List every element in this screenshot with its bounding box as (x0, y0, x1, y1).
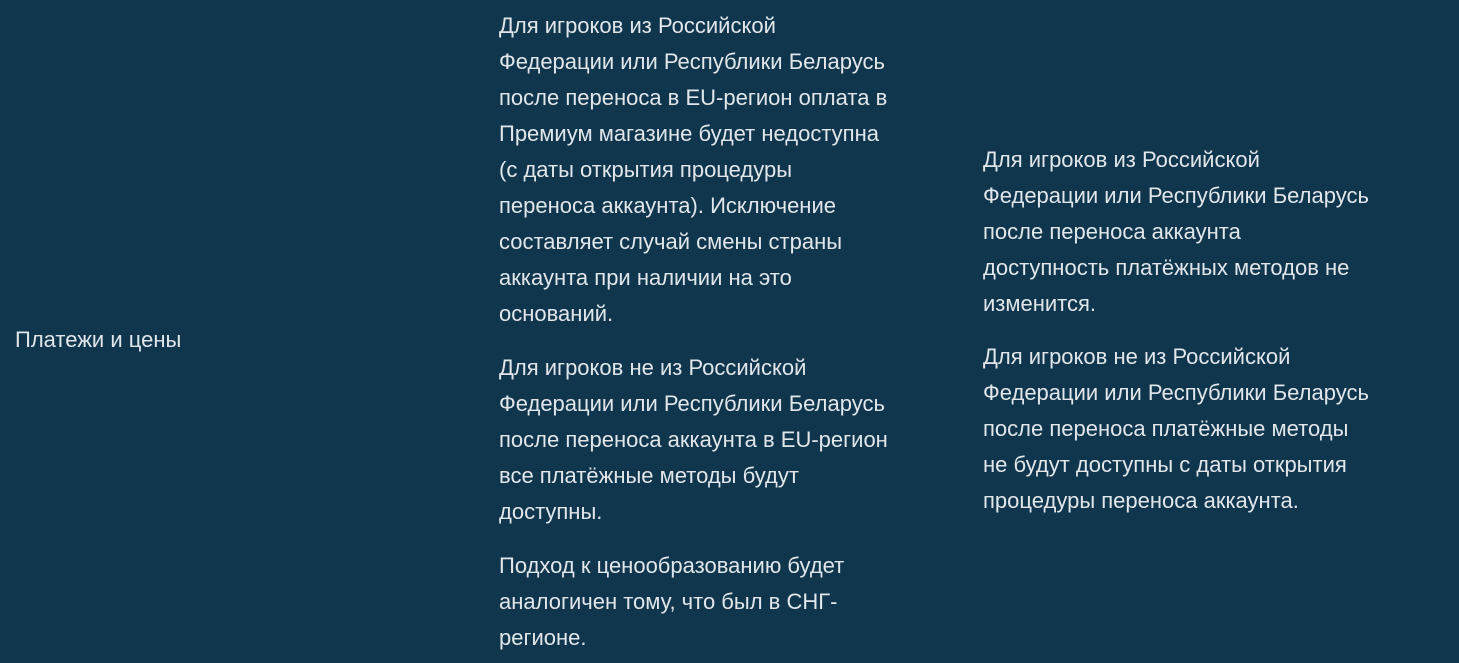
text-line: регионе. (499, 625, 587, 650)
text-line: после переноса платёжные методы (983, 416, 1349, 441)
paragraph-non-ru-by-players (983, 339, 1443, 519)
text-line: оснований. (499, 301, 614, 326)
text-line: Федерации или Республики Беларусь (983, 380, 1369, 405)
column-other-region (983, 142, 1443, 519)
text-line: процедуры переноса аккаунта. (983, 488, 1299, 513)
text-line: Для игроков из Российской (499, 13, 776, 38)
text-line: доступны. (499, 499, 603, 524)
text-line: переноса аккаунта). Исключение (499, 193, 836, 218)
text-line: Для игроков не из Российской (983, 344, 1291, 369)
text-line: аккаунта при наличии на это (499, 265, 792, 290)
text-line: Федерации или Республики Беларусь (499, 49, 885, 74)
text-line: Для игроков из Российской (983, 147, 1260, 172)
text-line: изменится. (983, 291, 1097, 316)
paragraph-ru-by-players (499, 8, 939, 332)
paragraph-pricing (499, 548, 939, 656)
text-line: Федерации или Республики Беларусь (499, 391, 885, 416)
text-line: Для игроков не из Российской (499, 355, 807, 380)
text-line: Премиум магазине будет недоступна (499, 121, 879, 146)
text-line: Федерации или Республики Беларусь (983, 183, 1369, 208)
column-current-region (499, 8, 939, 656)
text-line: после переноса аккаунта (983, 219, 1241, 244)
text-line: аналогичен тому, что был в СНГ- (499, 589, 838, 614)
row-label-payments: Платежи и цены (15, 327, 182, 352)
text-line: доступность платёжных методов не (983, 255, 1350, 280)
text-line: (с даты открытия процедуры (499, 157, 793, 182)
paragraph-non-ru-by-players (499, 350, 939, 530)
text-line: составляет случай смены страны (499, 229, 843, 254)
text-line: не будут доступны с даты открытия (983, 452, 1347, 477)
text-line: после переноса в EU-регион оплата в (499, 85, 888, 110)
text-line: все платёжные методы будут (499, 463, 799, 488)
text-line: Подход к ценообразованию будет (499, 553, 845, 578)
paragraph-ru-by-players (983, 142, 1443, 322)
text-line: после переноса аккаунта в EU-регион (499, 427, 888, 452)
